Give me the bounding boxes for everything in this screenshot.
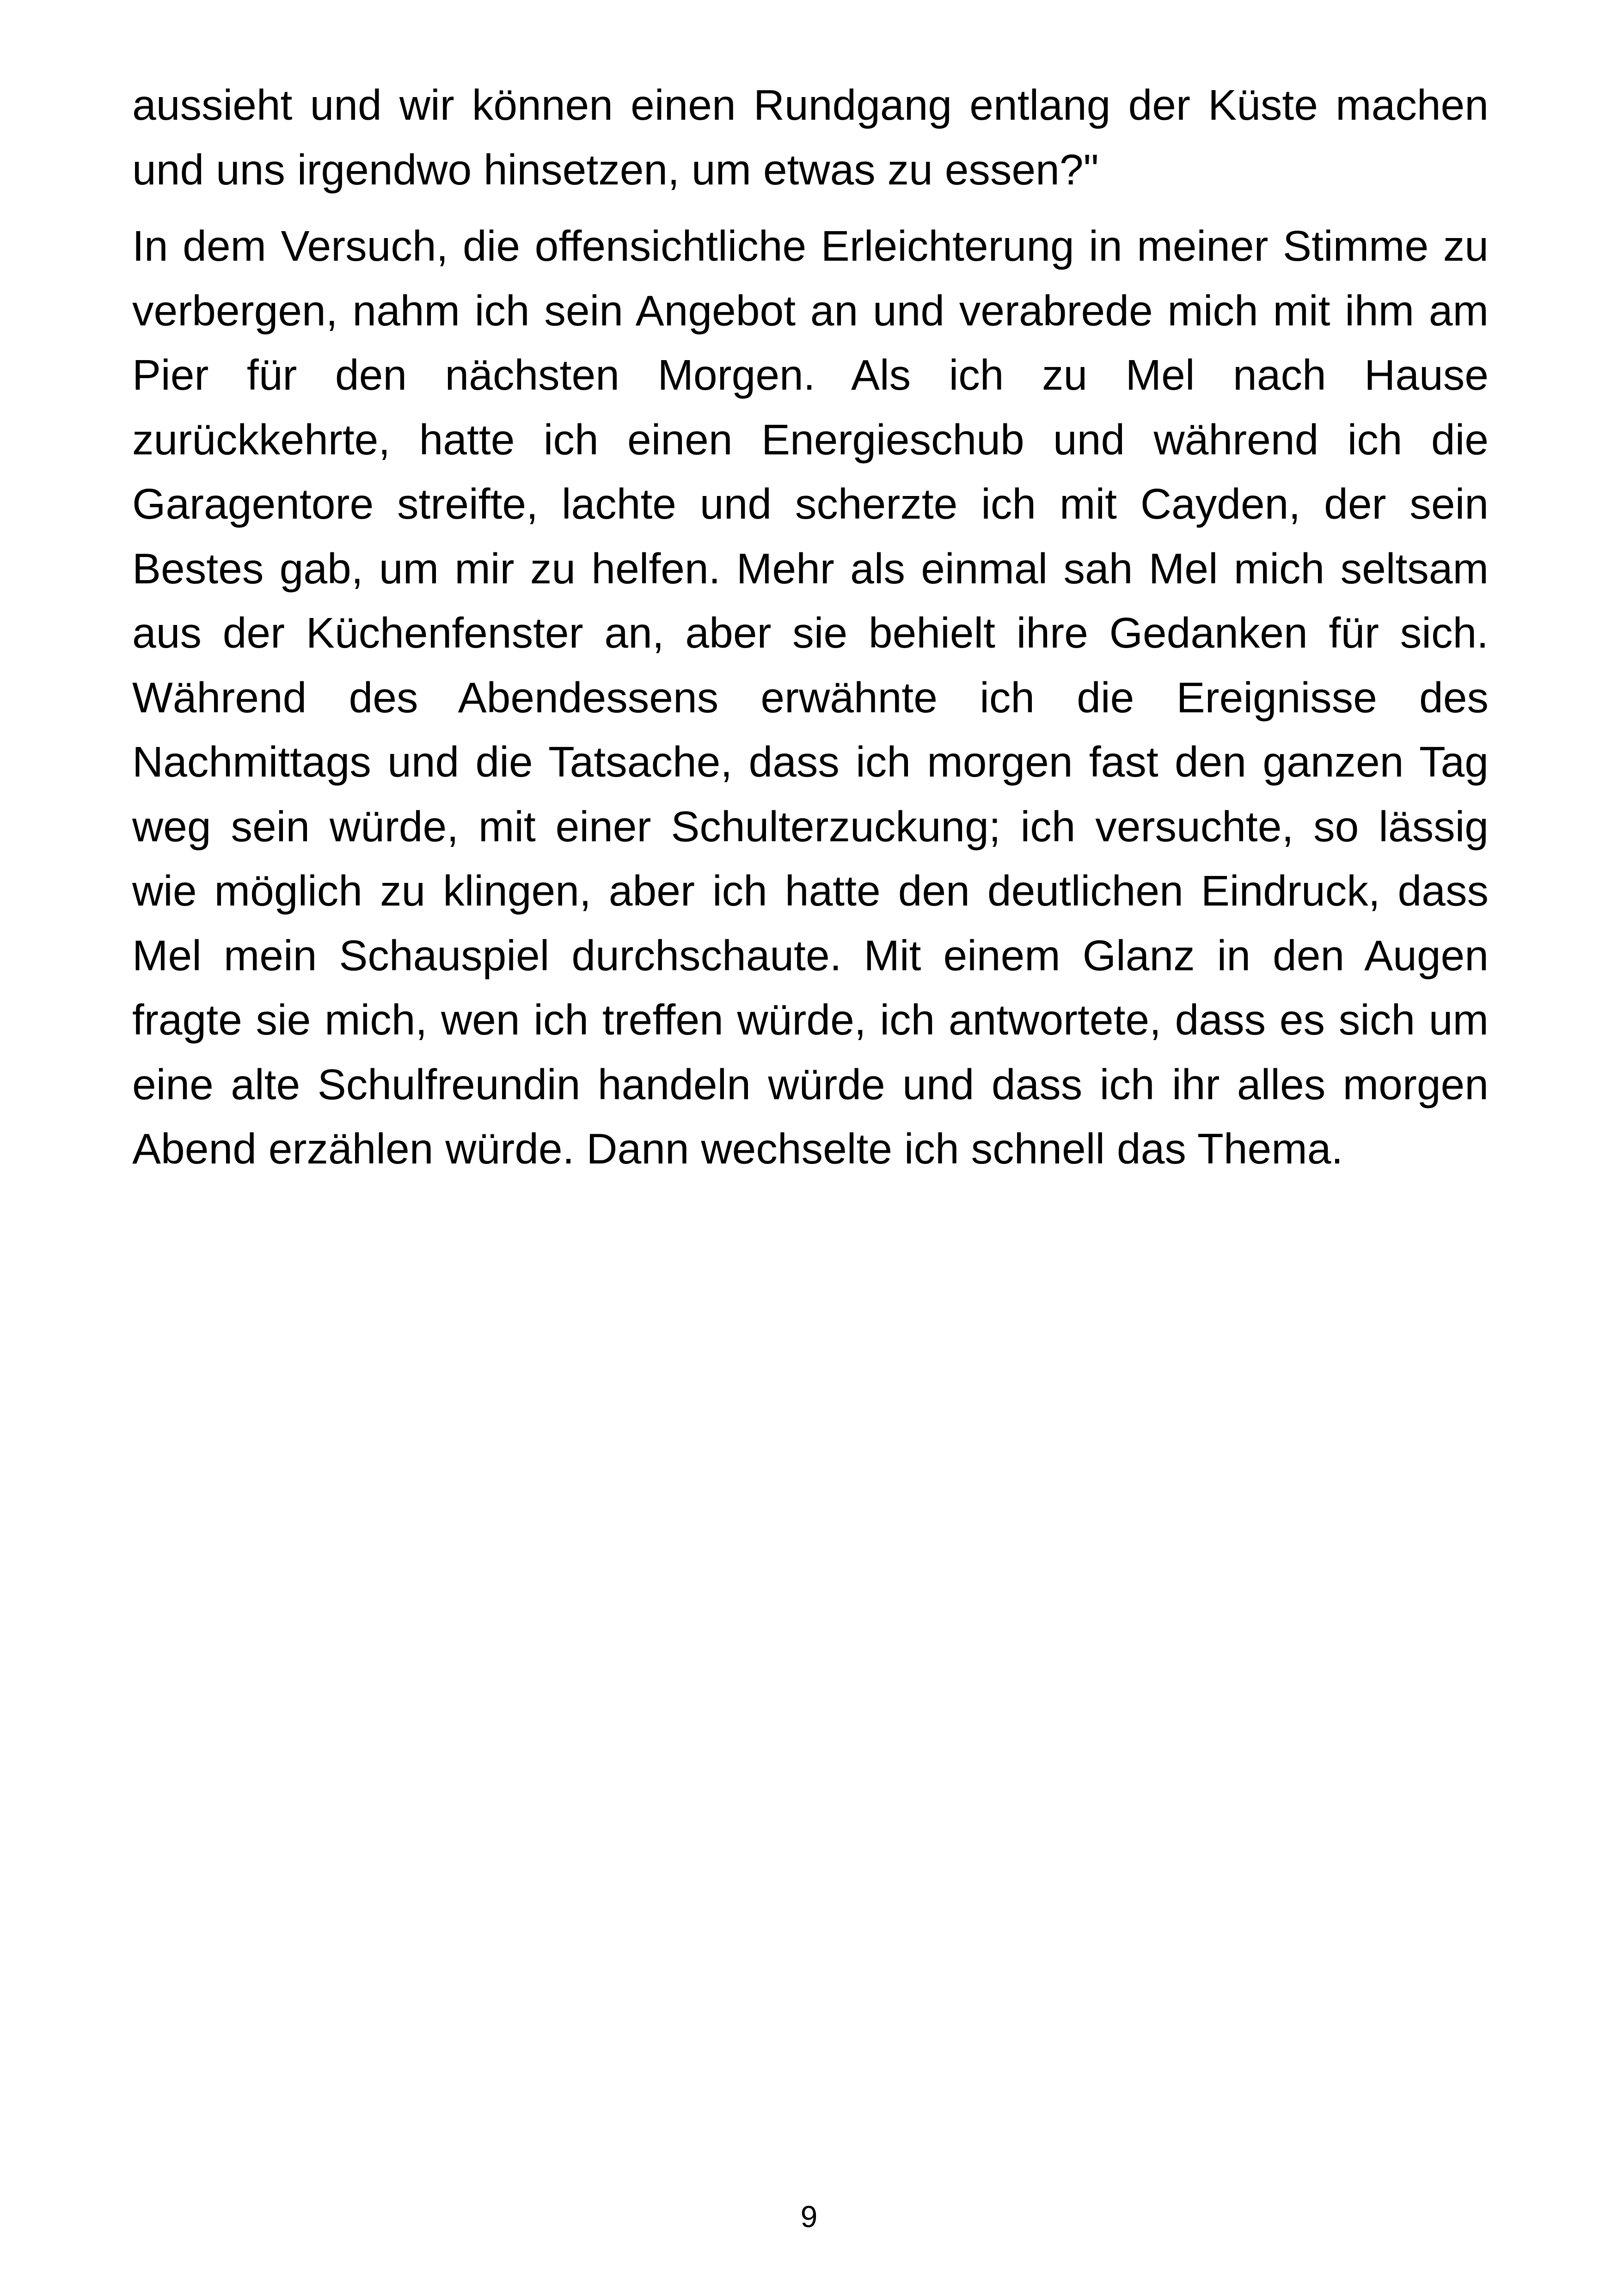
paragraph-1: aussieht und wir können einen Rundgang entlang der Küste machen und uns irgendwo hinsetzen, um etwas zu essen?": [132, 81, 1489, 194]
page-number: 9: [800, 2199, 818, 2234]
paragraph-2: In dem Versuch, die offensichtliche Erleichterung in meiner Stimme zu verbergen, nahm ich sein Angebot an und verabrede mich mit ihm am Pier für den nächsten Morgen. Als ich zu Mel nach Hause zurückkehrte, hatte ich einen Energieschub und während ich die Garagentore streifte, lachte und scherzte ich mit Cayden, der sein Bestes gab, um mir zu helfen. Mehr als einmal sah Mel mich seltsam aus der Küchenfenster an, aber sie behielt ihre Gedanken für sich. Während des Abendessens erwähnte ich die Ereignisse des Nachmittags und die Tatsache, dass ich morgen fast den ganzen Tag weg sein würde, mit einer Schulterzuckung; ich versuchte, so lässig wie möglich zu klingen, aber ich hatte den deutlichen Eindruck, dass Mel mein Schauspiel durchschaute. Mit einem Glanz in den Augen fragte sie mich, wen ich treffen würde, ich antwortete, dass es sich um eine alte Schulfreundin handeln würde und dass ich ihr alles morgen Abend erzählen würde. Dann wechselte ich schnell das Thema.: [132, 222, 1489, 1173]
body-text: [132, 73, 1489, 1182]
